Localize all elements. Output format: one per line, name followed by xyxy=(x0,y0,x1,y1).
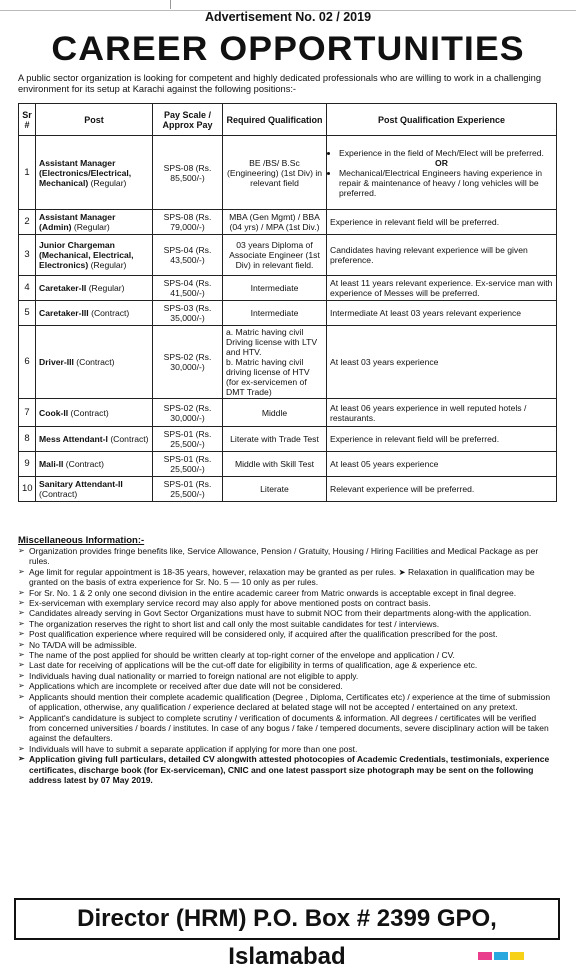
list-item: ➢ Organization provides fringe benefits like, Service Allowance, Pension / Gratuity, Housing / Hiring Facilities and Medical Package as per rules. xyxy=(18,546,539,567)
print-registration-mark xyxy=(510,952,524,960)
table-row xyxy=(19,452,557,477)
row-post: Mess Attendant-I (Contract) xyxy=(36,427,153,452)
row-qualification: Middle with Skill Test xyxy=(223,452,327,477)
row-qualification: Literate xyxy=(223,477,327,502)
row-pay: SPS-08 (Rs. 79,000/-) xyxy=(153,210,223,235)
row-experience: Experience in relevant field will be preferred. xyxy=(327,427,557,452)
address-footer: Director (HRM) P.O. Box # 2399 GPO, Islamabad xyxy=(14,898,560,940)
list-item: ➢ Ex-serviceman with exemplary service record may also apply for above mentioned posts on contract basis. xyxy=(18,598,431,609)
list-item: ➢ Applications which are incomplete or received after due date will not be considered. xyxy=(18,681,343,692)
table-row xyxy=(19,477,557,502)
advertisement-number: Advertisement No. 02 / 2019 xyxy=(204,10,372,24)
table-header-row xyxy=(19,104,557,136)
print-registration-mark xyxy=(494,952,508,960)
row-sr: 10 xyxy=(19,477,36,502)
arrow-bullet-icon: ➢ xyxy=(18,629,25,639)
list-item: ➢ For Sr. No. 1 & 2 only one second division in the entire academic career from Matric onwards is acceptable except in final degree. xyxy=(18,587,517,598)
experience-or: OR xyxy=(435,157,448,168)
row-pay: SPS-03 (Rs. 35,000/-) xyxy=(153,301,223,326)
list-item: ➢ The organization reserves the right to short list and call only the most suitable candidates for test / interviews. xyxy=(18,618,440,629)
row-pay: SPS-02 (Rs. 30,000/-) xyxy=(153,326,223,399)
table-row xyxy=(19,136,557,210)
arrow-bullet-icon: ➢ xyxy=(18,618,25,628)
row-pay: SPS-01 (Rs. 25,500/-) xyxy=(153,427,223,452)
intro-text: A public sector organization is looking for competent and highly dedicated professionals who are willing to work in a challenging environment for its setup at Karachi against the following positions:- xyxy=(18,73,541,94)
arrow-bullet-icon: ➢ xyxy=(18,660,25,670)
list-item: ➢ Individuals having dual nationality or married to foreign national are not eligible to apply. xyxy=(18,670,359,681)
row-pay: SPS-08 (Rs. 85,500/-) xyxy=(153,136,223,210)
row-sr: 1 xyxy=(19,136,36,210)
row-post: Cook-II (Contract) xyxy=(36,399,153,427)
headline: CAREER OPPORTUNITIES xyxy=(51,30,525,68)
row-qualification: BE /BS/ B.Sc (Engineering) (1st Div) in relevant field xyxy=(223,136,327,210)
list-item: ➢ Last date for receiving of applications will be the cut-off date for eligibility in terms of qualification, age & experience etc. xyxy=(18,660,478,671)
arrow-bullet-icon: ➢ xyxy=(18,598,25,608)
row-post: Driver-III (Contract) xyxy=(36,326,153,399)
arrow-bullet-icon: ➢ xyxy=(18,670,25,680)
table-row xyxy=(19,210,557,235)
row-qualification: Intermediate xyxy=(223,301,327,326)
row-sr: 7 xyxy=(19,399,36,427)
row-pay: SPS-01 (Rs. 25,500/-) xyxy=(153,477,223,502)
row-sr: 4 xyxy=(19,276,36,301)
row-post: Assistant Manager (Electronics/Electrical, Mechanical) (Regular) xyxy=(36,136,153,210)
header-experience: Post Qualification Experience xyxy=(327,104,557,136)
row-sr: 9 xyxy=(19,452,36,477)
row-experience: Relevant experience will be preferred. xyxy=(327,477,557,502)
arrow-bullet-icon: ➢ xyxy=(18,566,25,576)
arrow-bullet-icon: ➢ xyxy=(18,712,25,722)
row-qualification xyxy=(223,326,327,399)
arrow-bullet-icon: ➢ xyxy=(18,681,25,691)
arrow-bullet-icon: ➢ xyxy=(18,587,25,597)
row-post: Assistant Manager (Admin) (Regular) xyxy=(36,210,153,235)
row-experience: Experience in relevant field will be preferred. xyxy=(327,210,557,235)
row-sr: 6 xyxy=(19,326,36,399)
arrow-bullet-icon: ➢ xyxy=(18,546,25,555)
row-pay: SPS-04 (Rs. 43,500/-) xyxy=(153,235,223,276)
row-experience: At least 06 years experience in well reputed hotels / restaurants. xyxy=(327,399,557,427)
row-pay: SPS-02 (Rs. 30,000/-) xyxy=(153,399,223,427)
row-qualification: Intermediate xyxy=(223,276,327,301)
header-post: Post xyxy=(36,104,153,136)
arrow-bullet-icon: ➢ xyxy=(18,639,25,649)
list-item: ➢ Applicant's candidature is subject to complete scrutiny / verification of documents & information. All degrees / certificates will be verified from concerned universities / boards / institutes. In case of any bogus / fake / tempered documents, severe disciplinary action will be taken against the defaulters. xyxy=(18,712,549,744)
row-post: Sanitary Attendant-II (Contract) xyxy=(36,477,153,502)
table-row xyxy=(19,427,557,452)
row-qualification: Literate with Trade Test xyxy=(223,427,327,452)
list-item: ➢ Individuals will have to submit a separate application if applying for more than one post. xyxy=(18,743,358,754)
row-pay: SPS-01 (Rs. 25,500/-) xyxy=(153,452,223,477)
header-sr: Sr # xyxy=(19,104,36,136)
list-item: ➢ Post qualification experience where required will be considered only, if acquired after the qualification prescribed for the post. xyxy=(18,629,498,640)
row-post: Caretaker-III (Contract) xyxy=(36,301,153,326)
arrow-bullet-icon: ➢ xyxy=(18,754,25,764)
row-experience xyxy=(327,136,557,210)
arrow-bullet-icon: ➢ xyxy=(18,743,25,753)
header-qualification: Required Qualification xyxy=(223,104,327,136)
row-post: Junior Chargeman (Mechanical, Electrical, Electronics) (Regular) xyxy=(36,235,153,276)
positions-table xyxy=(18,103,557,502)
arrow-bullet-icon: ➢ xyxy=(18,608,25,618)
row-sr: 2 xyxy=(19,210,36,235)
row-qualification: Middle xyxy=(223,399,327,427)
table-row xyxy=(19,276,557,301)
qualification-option-a: a. Matric having civil Driving license with LTV and HTV. xyxy=(226,327,318,357)
row-post: Caretaker-II (Regular) xyxy=(36,276,153,301)
list-item: ➢ Applicants should mention their complete academic qualification (Degree , Diploma, Certificates etc) / experience at the time of submission of application, otherwise, any qualification / experience declared at belated stage will not be accepted / entertained on any pretext. xyxy=(18,691,551,713)
list-item: ➢ Age limit for regular appointment is 18-35 years, however, relaxation may be granted as per rules. ➤ Relaxation in qualification may be granted on the basis of extra experience for Sr. No. 5 — 10 only as per rules. xyxy=(18,566,535,588)
list-item: ➢ No TA/DA will be admissible. xyxy=(18,639,137,650)
row-experience: At least 11 years relevant experience. Ex-service man with experience of Messes will be preferred. xyxy=(327,276,557,301)
row-qualification: 03 years Diploma of Associate Engineer (1st Div) in relevant field. xyxy=(223,235,327,276)
clipping-border xyxy=(20,0,171,9)
row-experience: At least 03 years experience xyxy=(327,326,557,399)
list-item: ➢ Candidates already serving in Govt Sector Organizations must have to submit NOC from their departments along-with the application. xyxy=(18,608,532,619)
experience-option-a: • Experience in the field of Mech/Elect will be preferred. xyxy=(339,148,553,158)
list-item: ➢ Application giving full particulars, detailed CV alongwith attested photocopies of Academic Credentials, testimonials, experience certificates, discharge book (for Ex-serviceman), CNIC and one latest passport size photograph may be sent on the following address latest by 07 May 2019. xyxy=(18,754,550,785)
header-pay: Pay Scale / Approx Pay xyxy=(153,104,223,136)
print-registration-mark xyxy=(478,952,492,960)
table-row xyxy=(19,235,557,276)
qualification-option-b: b. Matric having civil driving license of HTV (for ex-servicemen of DMT Trade) xyxy=(226,357,310,397)
row-sr: 5 xyxy=(19,301,36,326)
list-item: ➢ The name of the post applied for should be written clearly at top-right corner of the envelope and application / CV. xyxy=(18,650,455,661)
row-experience: At least 05 years experience xyxy=(327,452,557,477)
row-experience: Intermediate At least 03 years relevant experience xyxy=(327,301,557,326)
row-sr: 8 xyxy=(19,427,36,452)
row-post: Mali-II (Contract) xyxy=(36,452,153,477)
row-experience: Candidates having relevant experience will be given preference. xyxy=(327,235,557,276)
arrow-bullet-icon: ➢ xyxy=(18,650,25,660)
row-qualification: MBA (Gen Mgmt) / BBA (04 yrs) / MPA (1st Div.) xyxy=(223,210,327,235)
table-row xyxy=(19,399,557,427)
misc-list xyxy=(18,546,552,785)
misc-title: Miscellaneous Information:- xyxy=(18,535,145,546)
table-row xyxy=(19,326,557,399)
row-sr: 3 xyxy=(19,235,36,276)
arrow-bullet-icon: ➢ xyxy=(18,691,25,701)
row-pay: SPS-04 (Rs. 41,500/-) xyxy=(153,276,223,301)
table-row xyxy=(19,301,557,326)
experience-option-b: • Mechanical/Electrical Engineers having experience in repair & maintenance of heavy / long vehicles will be preferred. xyxy=(339,168,553,198)
